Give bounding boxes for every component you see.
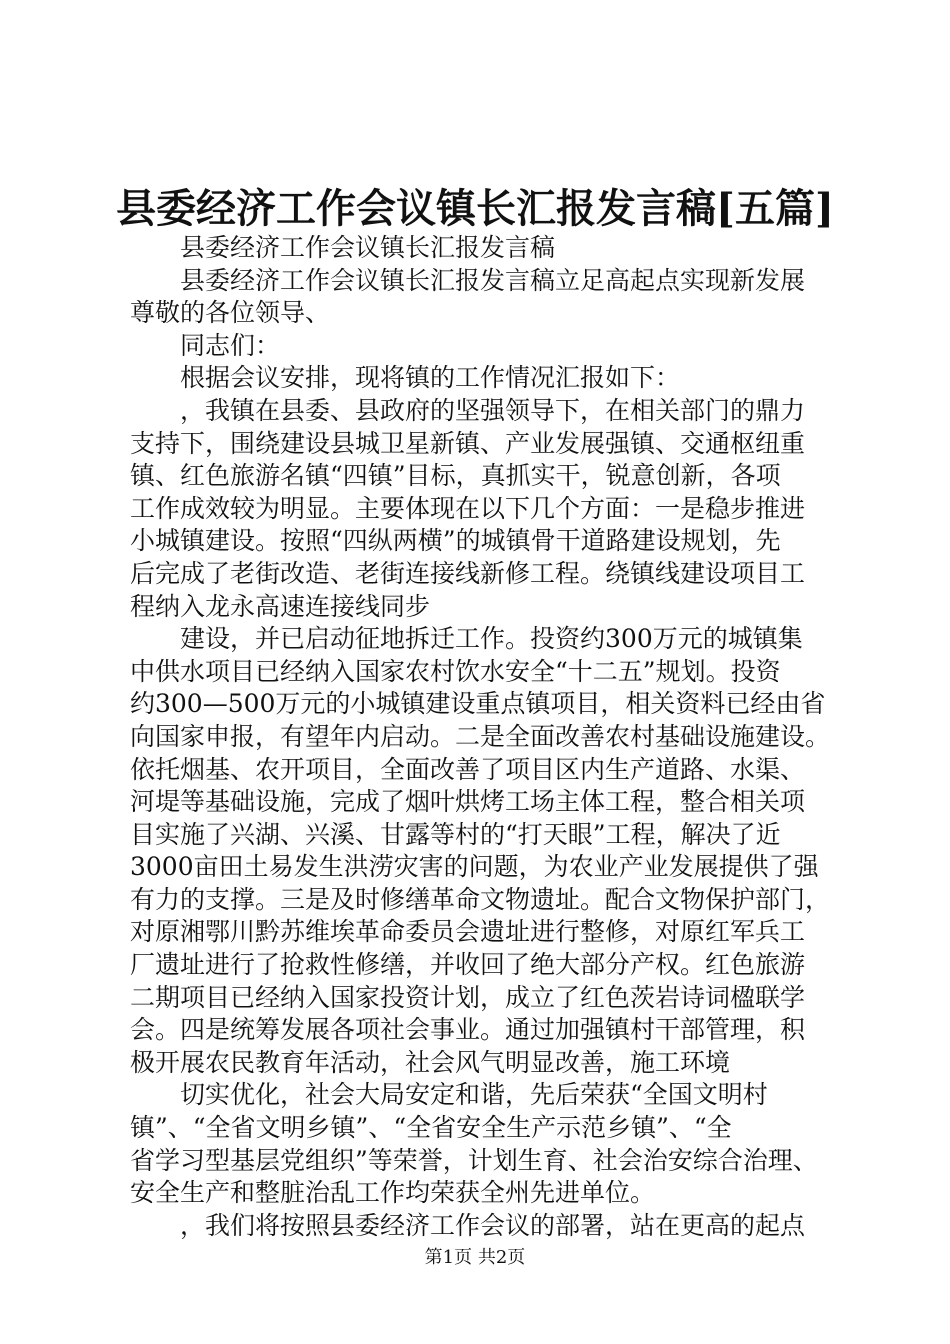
body-line: 程纳入龙永高速连接线同步 xyxy=(130,591,431,621)
body-line: 约300—500万元的小城镇建设重点镇项目，相关资料已经由省 xyxy=(130,689,826,719)
body-line: 河堤等基础设施，完成了烟叶烘烤工场主体工程，整合相关项 xyxy=(130,787,806,817)
body-line: 对原湘鄂川黔苏维埃革命委员会遗址进行整修，对原红军兵工 xyxy=(130,917,806,947)
body-line: 县委经济工作会议镇长汇报发言稿 xyxy=(130,233,556,262)
body-line: ，我们将按照县委经济工作会议的部署，站在更高的起点 xyxy=(130,1210,806,1240)
body-line: 安全生产和整脏治乱工作均荣获全州先进单位。 xyxy=(130,1178,656,1208)
document-body xyxy=(130,232,830,1242)
body-line: 同志们： xyxy=(130,330,281,360)
page-footer: 第1页 共2页 xyxy=(424,1247,526,1268)
body-line: 3000亩田土易发生洪涝灾害的问题，为农业产业发展提供了强 xyxy=(130,852,819,882)
body-line: 建设，并已启动征地拆迁工作。投资约300万元的城镇集 xyxy=(130,624,803,654)
document-title: 县委经济工作会议镇长汇报发言稿[五篇] xyxy=(116,185,834,232)
body-line: 依托烟基、农开项目，全面改善了项目区内生产道路、水渠、 xyxy=(130,754,806,784)
body-line: 尊敬的各位领导、 xyxy=(130,298,331,328)
body-line: 中供水项目已经纳入国家农村饮水安全“十二五”规划。投资 xyxy=(130,656,781,686)
body-line: 后完成了老街改造、老街连接线新修工程。绕镇线建设项目工 xyxy=(130,558,806,588)
body-line: 极开展农民教育年活动，社会风气明显改善，施工环境 xyxy=(130,1047,731,1077)
body-line: 二期项目已经纳入国家投资计划，成立了红色茨岩诗词楹联学 xyxy=(130,982,806,1012)
body-line: 小城镇建设。按照“四纵两横”的城镇骨干道路建设规划，先 xyxy=(130,526,781,556)
body-line: 向国家申报，有望年内启动。二是全面改善农村基础设施建设。 xyxy=(130,721,831,751)
body-line: ，我镇在县委、县政府的坚强领导下，在相关部门的鼎力 xyxy=(130,395,806,425)
body-line: 目实施了兴湖、兴溪、甘露等村的“打天眼”工程，解决了近 xyxy=(130,819,781,849)
body-line: 支持下，围绕建设县城卫星新镇、产业发展强镇、交通枢纽重 xyxy=(130,428,806,458)
body-line: 省学习型基层党组织”等荣誉，计划生育、社会治安综合治理、 xyxy=(130,1145,818,1175)
body-line: 县委经济工作会议镇长汇报发言稿立足高起点实现新发展 xyxy=(130,265,806,295)
body-line: 镇、红色旅游名镇“四镇”目标，真抓实干，锐意创新，各项 xyxy=(130,461,781,491)
body-line: 有力的支撑。三是及时修缮革命文物遗址。配合文物保护部门， xyxy=(130,884,831,914)
body-line: 厂遗址进行了抢救性修缮，并收回了绝大部分产权。红色旅游 xyxy=(130,950,806,980)
body-line: 切实优化，社会大局安定和谐，先后荣获“全国文明村 xyxy=(130,1080,768,1110)
body-line: 工作成效较为明显。主要体现在以下几个方面：一是稳步推进 xyxy=(130,493,806,523)
body-line: 会。四是统筹发展各项社会事业。通过加强镇村干部管理，积 xyxy=(130,1015,806,1045)
body-line: 镇”、“全省文明乡镇”、“全省安全生产示范乡镇”、“全 xyxy=(130,1113,732,1143)
body-line: 根据会议安排，现将镇的工作情况汇报如下： xyxy=(130,363,681,393)
